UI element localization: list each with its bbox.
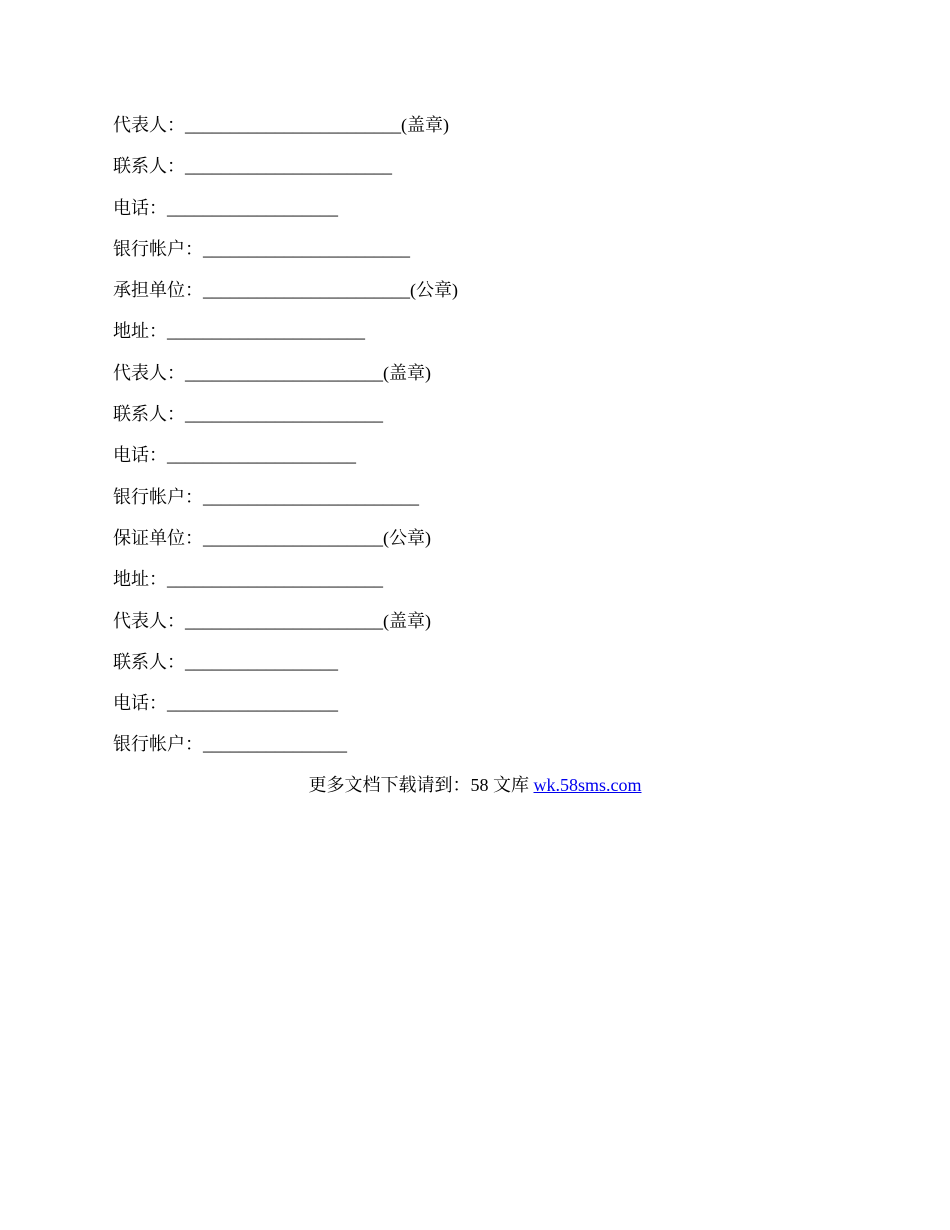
field-line: 保证单位：____________________(公章) bbox=[113, 527, 431, 548]
field-line: 银行帐户：________________________ bbox=[113, 486, 419, 507]
field-line: 电话：___________________ bbox=[113, 693, 338, 714]
field-line: 承担单位：_______________________(公章) bbox=[113, 280, 458, 301]
field-line: 银行帐户：_______________________ bbox=[113, 238, 410, 259]
field-line: 联系人：_________________ bbox=[113, 651, 338, 672]
field-line: 代表人：________________________(盖章) bbox=[113, 115, 449, 135]
footer-text: 更多文档下载请到：58 文库 bbox=[308, 775, 534, 795]
field-line: 联系人：______________________ bbox=[113, 404, 383, 425]
field-line: 地址：________________________ bbox=[113, 569, 383, 590]
field-line: 电话：___________________ bbox=[113, 197, 338, 218]
field-line: 电话：_____________________ bbox=[113, 445, 356, 466]
field-line: 联系人：_______________________ bbox=[113, 156, 392, 177]
signature-field-list bbox=[113, 113, 833, 774]
field-line: 代表人：______________________(盖章) bbox=[113, 610, 431, 631]
footer-link[interactable]: wk.58sms.com bbox=[533, 775, 642, 795]
footer-download-note bbox=[0, 773, 950, 797]
field-line: 银行帐户：________________ bbox=[113, 734, 347, 755]
field-line: 代表人：______________________(盖章) bbox=[113, 362, 431, 383]
field-line: 地址：______________________ bbox=[113, 321, 365, 342]
